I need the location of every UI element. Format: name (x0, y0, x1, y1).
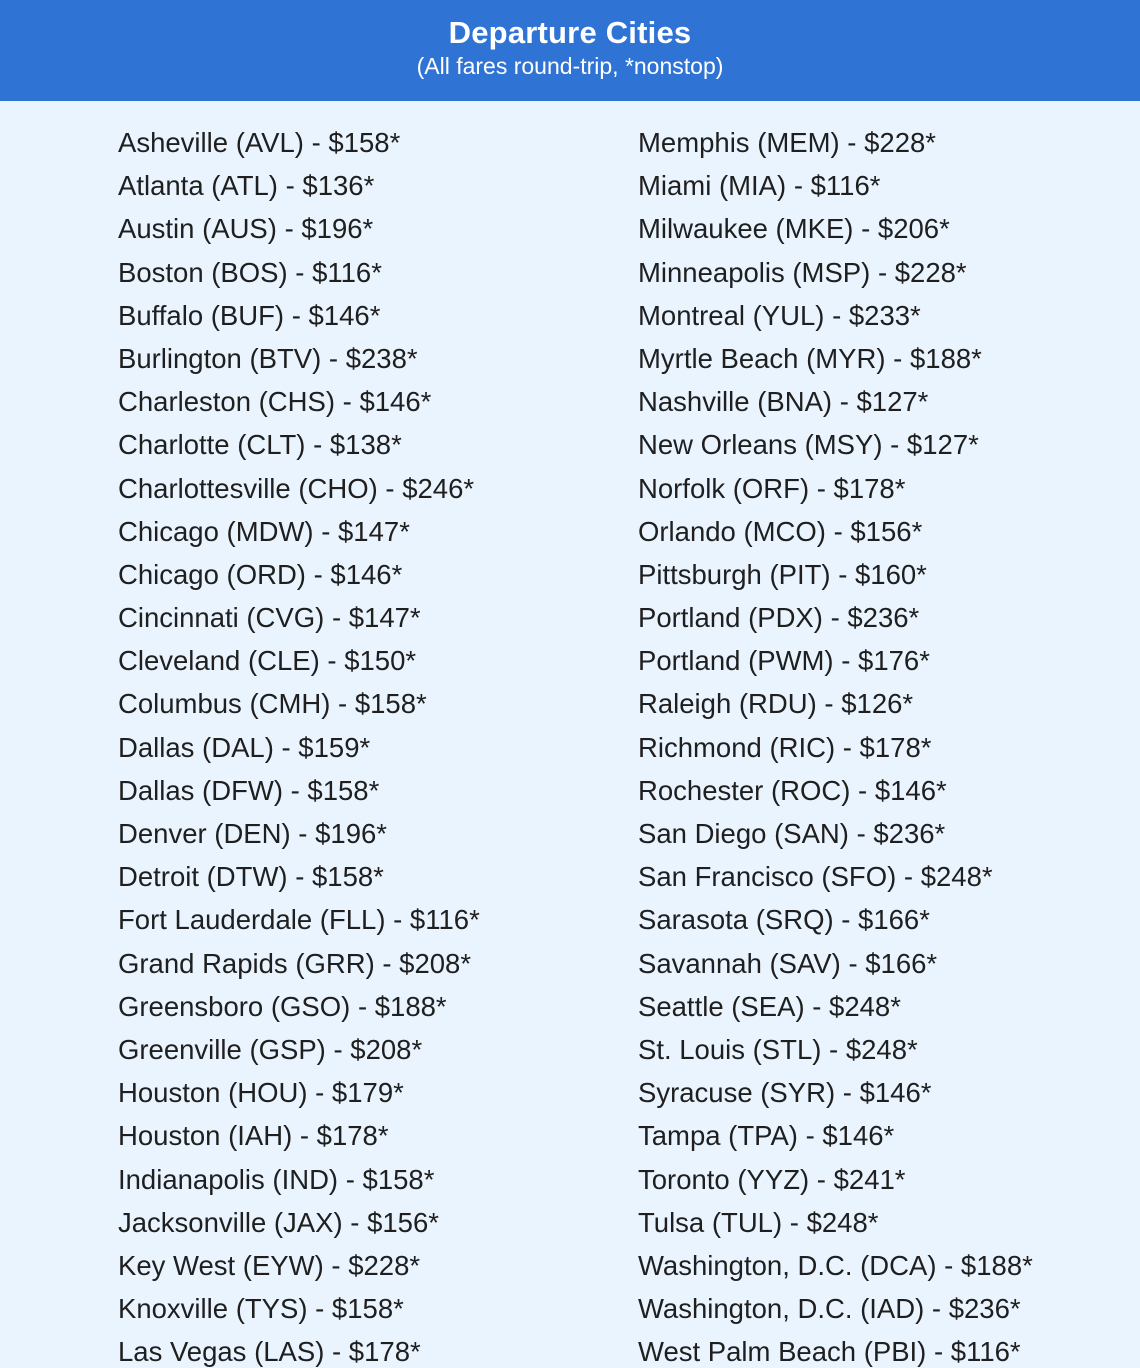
city-fare-item: Charlottesville (CHO) - $246* (118, 472, 475, 504)
city-fare-item: Jacksonville (JAX) - $156* (118, 1206, 439, 1238)
city-list-left-column (118, 121, 480, 1368)
city-fare-item: Sarasota (SRQ) - $166* (638, 904, 930, 936)
city-fare-item: Pittsburgh (PIT) - $160* (638, 558, 927, 590)
city-fare-item: Key West (EYW) - $228* (118, 1249, 421, 1281)
city-fare-item: Charlotte (CLT) - $138* (118, 429, 402, 461)
header-banner (0, 0, 1140, 101)
city-fare-item: New Orleans (MSY) - $127* (638, 429, 979, 461)
page-subtitle: (All fares round-trip, *nonstop) (416, 53, 724, 79)
city-fare-item: Las Vegas (LAS) - $178* (118, 1336, 421, 1368)
city-fare-item: Charleston (CHS) - $146* (118, 386, 432, 418)
city-fare-item: Detroit (DTW) - $158* (118, 861, 384, 893)
city-fare-item: Washington, D.C. (IAD) - $236* (638, 1293, 1021, 1325)
city-fare-item: Miami (MIA) - $116* (638, 170, 881, 202)
city-fare-item: Seattle (SEA) - $248* (638, 990, 901, 1022)
city-fare-item: San Francisco (SFO) - $248* (638, 861, 993, 893)
city-fare-item: Toronto (YYZ) - $241* (638, 1163, 906, 1195)
city-fare-item: Myrtle Beach (MYR) - $188* (638, 342, 982, 374)
city-fare-item: Portland (PDX) - $236* (638, 602, 920, 634)
city-fare-item: Austin (AUS) - $196* (118, 213, 374, 245)
city-fare-item: San Diego (SAN) - $236* (638, 818, 946, 849)
city-fare-item: Atlanta (ATL) - $136* (118, 170, 375, 202)
city-fare-item: Houston (IAH) - $178* (118, 1120, 389, 1152)
city-fare-item: Cincinnati (CVG) - $147* (118, 602, 421, 634)
city-fare-item: Syracuse (SYR) - $146* (638, 1077, 932, 1109)
city-fare-item: Greensboro (GSO) - $188* (118, 990, 447, 1022)
city-fare-item: Denver (DEN) - $196* (118, 818, 387, 849)
city-fare-item: Dallas (DAL) - $159* (118, 731, 371, 763)
city-fare-item: Nashville (BNA) - $127* (638, 386, 929, 418)
city-fare-item: Raleigh (RDU) - $126* (638, 688, 914, 720)
city-fare-item: Chicago (ORD) - $146* (118, 558, 403, 590)
city-fare-item: Portland (PWM) - $176* (638, 645, 930, 677)
city-fare-item: Asheville (AVL) - $158* (118, 127, 401, 158)
city-fare-item: Houston (HOU) - $179* (118, 1077, 404, 1109)
city-list (0, 101, 1140, 1368)
city-fare-item: St. Louis (STL) - $248* (638, 1033, 918, 1065)
city-fare-item: Fort Lauderdale (FLL) - $116* (118, 904, 480, 936)
city-fare-item: Chicago (MDW) - $147* (118, 515, 410, 547)
city-fare-item: Indianapolis (IND) - $158* (118, 1163, 435, 1195)
city-fare-item: Minneapolis (MSP) - $228* (638, 256, 967, 288)
city-fare-item: Memphis (MEM) - $228* (638, 127, 936, 158)
city-list-right-column (638, 121, 1033, 1368)
city-fare-item: Tulsa (TUL) - $248* (638, 1206, 879, 1238)
city-fare-item: Cleveland (CLE) - $150* (118, 645, 417, 677)
city-fare-item: Norfolk (ORF) - $178* (638, 472, 906, 504)
city-fare-item: Buffalo (BUF) - $146* (118, 299, 381, 331)
city-fare-item: Washington, D.C. (DCA) - $188* (638, 1249, 1033, 1281)
city-fare-item: Montreal (YUL) - $233* (638, 299, 921, 331)
city-fare-item: Rochester (ROC) - $146* (638, 774, 947, 806)
page-title: Departure Cities (448, 15, 692, 50)
city-fare-item: Greenville (GSP) - $208* (118, 1033, 423, 1065)
city-fare-item: West Palm Beach (PBI) - $116* (638, 1336, 1021, 1368)
city-fare-item: Tampa (TPA) - $146* (638, 1120, 895, 1152)
city-fare-item: Boston (BOS) - $116* (118, 256, 382, 288)
city-fare-item: Grand Rapids (GRR) - $208* (118, 947, 472, 979)
city-fare-item: Burlington (BTV) - $238* (118, 342, 418, 374)
city-fare-item: Dallas (DFW) - $158* (118, 774, 380, 806)
city-fare-item: Savannah (SAV) - $166* (638, 947, 938, 979)
city-fare-item: Orlando (MCO) - $156* (638, 515, 923, 547)
city-fare-item: Knoxville (TYS) - $158* (118, 1293, 404, 1325)
city-fare-item: Milwaukee (MKE) - $206* (638, 213, 950, 245)
city-fare-item: Richmond (RIC) - $178* (638, 731, 932, 763)
city-fare-item: Columbus (CMH) - $158* (118, 688, 427, 720)
